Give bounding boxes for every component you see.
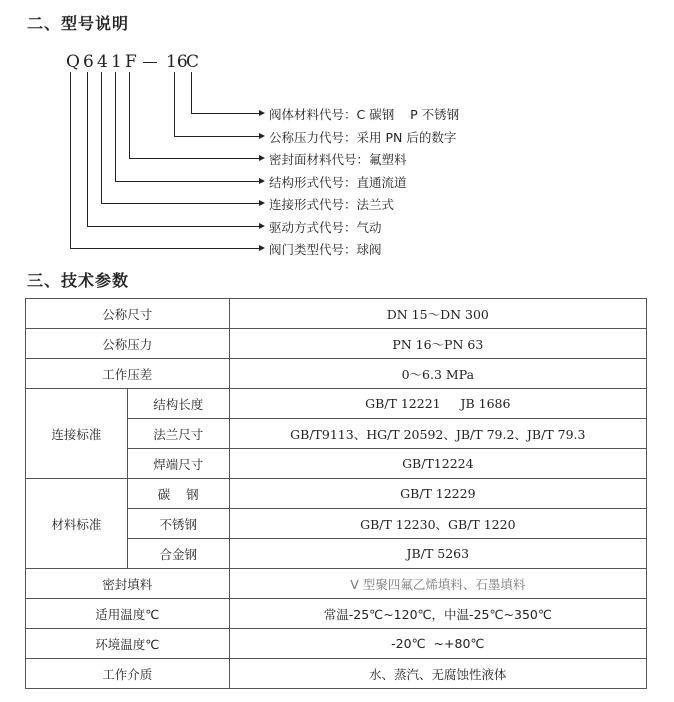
- table-row: [26, 329, 647, 359]
- row-value: 常温-25℃~120℃，中温-25℃~350℃: [229, 599, 646, 629]
- code-char-valve-type: Q: [66, 52, 80, 72]
- section-title-specs: 三、技术参数: [27, 271, 130, 290]
- row-value: 0～6.3 MPa: [229, 359, 646, 389]
- table-row: [26, 359, 647, 389]
- row-label: 工作介质: [26, 659, 230, 689]
- row-label: 环境温度℃: [26, 629, 230, 659]
- row-value: JB/T 5263: [229, 539, 646, 569]
- code-char-connection: 4: [97, 52, 108, 72]
- row-value: GB/T9113、HG/T 20592、JB/T 79.2、JB/T 79.3: [229, 419, 646, 449]
- group-label: 连接标准: [26, 389, 128, 479]
- row-value: GB/T 12221 JB 1686: [229, 389, 646, 419]
- sub-label: 不锈钢: [127, 509, 229, 539]
- row-label: 适用温度℃: [26, 599, 230, 629]
- row-value: -20℃ ~+80℃: [229, 629, 646, 659]
- table-row: [26, 389, 647, 419]
- sub-label: 碳 钢: [127, 479, 229, 509]
- table-row: [26, 479, 647, 509]
- row-value: GB/T 12229: [229, 479, 646, 509]
- code-char-pressure: 16: [166, 52, 188, 72]
- row-label: 公称尺寸: [26, 299, 230, 329]
- desc-nominal-pressure: 公称压力代号：采用 PN 后的数字: [269, 130, 457, 145]
- table-row: [26, 659, 647, 689]
- desc-seal-material: 密封面材料代号：氟塑料: [269, 152, 407, 167]
- table-row: [26, 569, 647, 599]
- code-char-structure: 1: [111, 52, 122, 72]
- desc-structure: 结构形式代号：直通流道: [269, 175, 407, 190]
- table-row: [26, 599, 647, 629]
- sub-label: 法兰尺寸: [127, 419, 229, 449]
- desc-connection: 连接形式代号：法兰式: [269, 197, 395, 212]
- sub-label: 合金钢: [127, 539, 229, 569]
- group-label: 材料标准: [26, 479, 128, 569]
- desc-drive: 驱动方式代号：气动: [269, 220, 382, 235]
- desc-valve-type: 阀门类型代号：球阀: [269, 242, 382, 257]
- row-label: 公称压力: [26, 329, 230, 359]
- table-row: [26, 299, 647, 329]
- row-value: 水、蒸汽、无腐蚀性液体: [229, 659, 646, 689]
- code-char-seal-material: F: [125, 52, 137, 72]
- sub-label: 结构长度: [127, 389, 229, 419]
- spec-table: [25, 298, 647, 689]
- row-value: DN 15～DN 300: [229, 299, 646, 329]
- sub-label: 焊端尺寸: [127, 449, 229, 479]
- code-char-body-material: C: [186, 52, 200, 72]
- code-dash: [143, 62, 157, 63]
- row-value: GB/T 12230、GB/T 1220: [229, 509, 646, 539]
- row-value: GB/T12224: [229, 449, 646, 479]
- row-value: PN 16～PN 63: [229, 329, 646, 359]
- desc-body-material: 阀体材料代号：C 碳钢 P 不锈钢: [269, 107, 460, 122]
- row-value: V 型聚四氟乙烯填料、石墨填料: [229, 569, 646, 599]
- row-label: 工作压差: [26, 359, 230, 389]
- row-label: 密封填料: [26, 569, 230, 599]
- section-title-model: 二、型号说明: [27, 14, 130, 33]
- code-char-drive: 6: [83, 52, 94, 72]
- table-row: [26, 629, 647, 659]
